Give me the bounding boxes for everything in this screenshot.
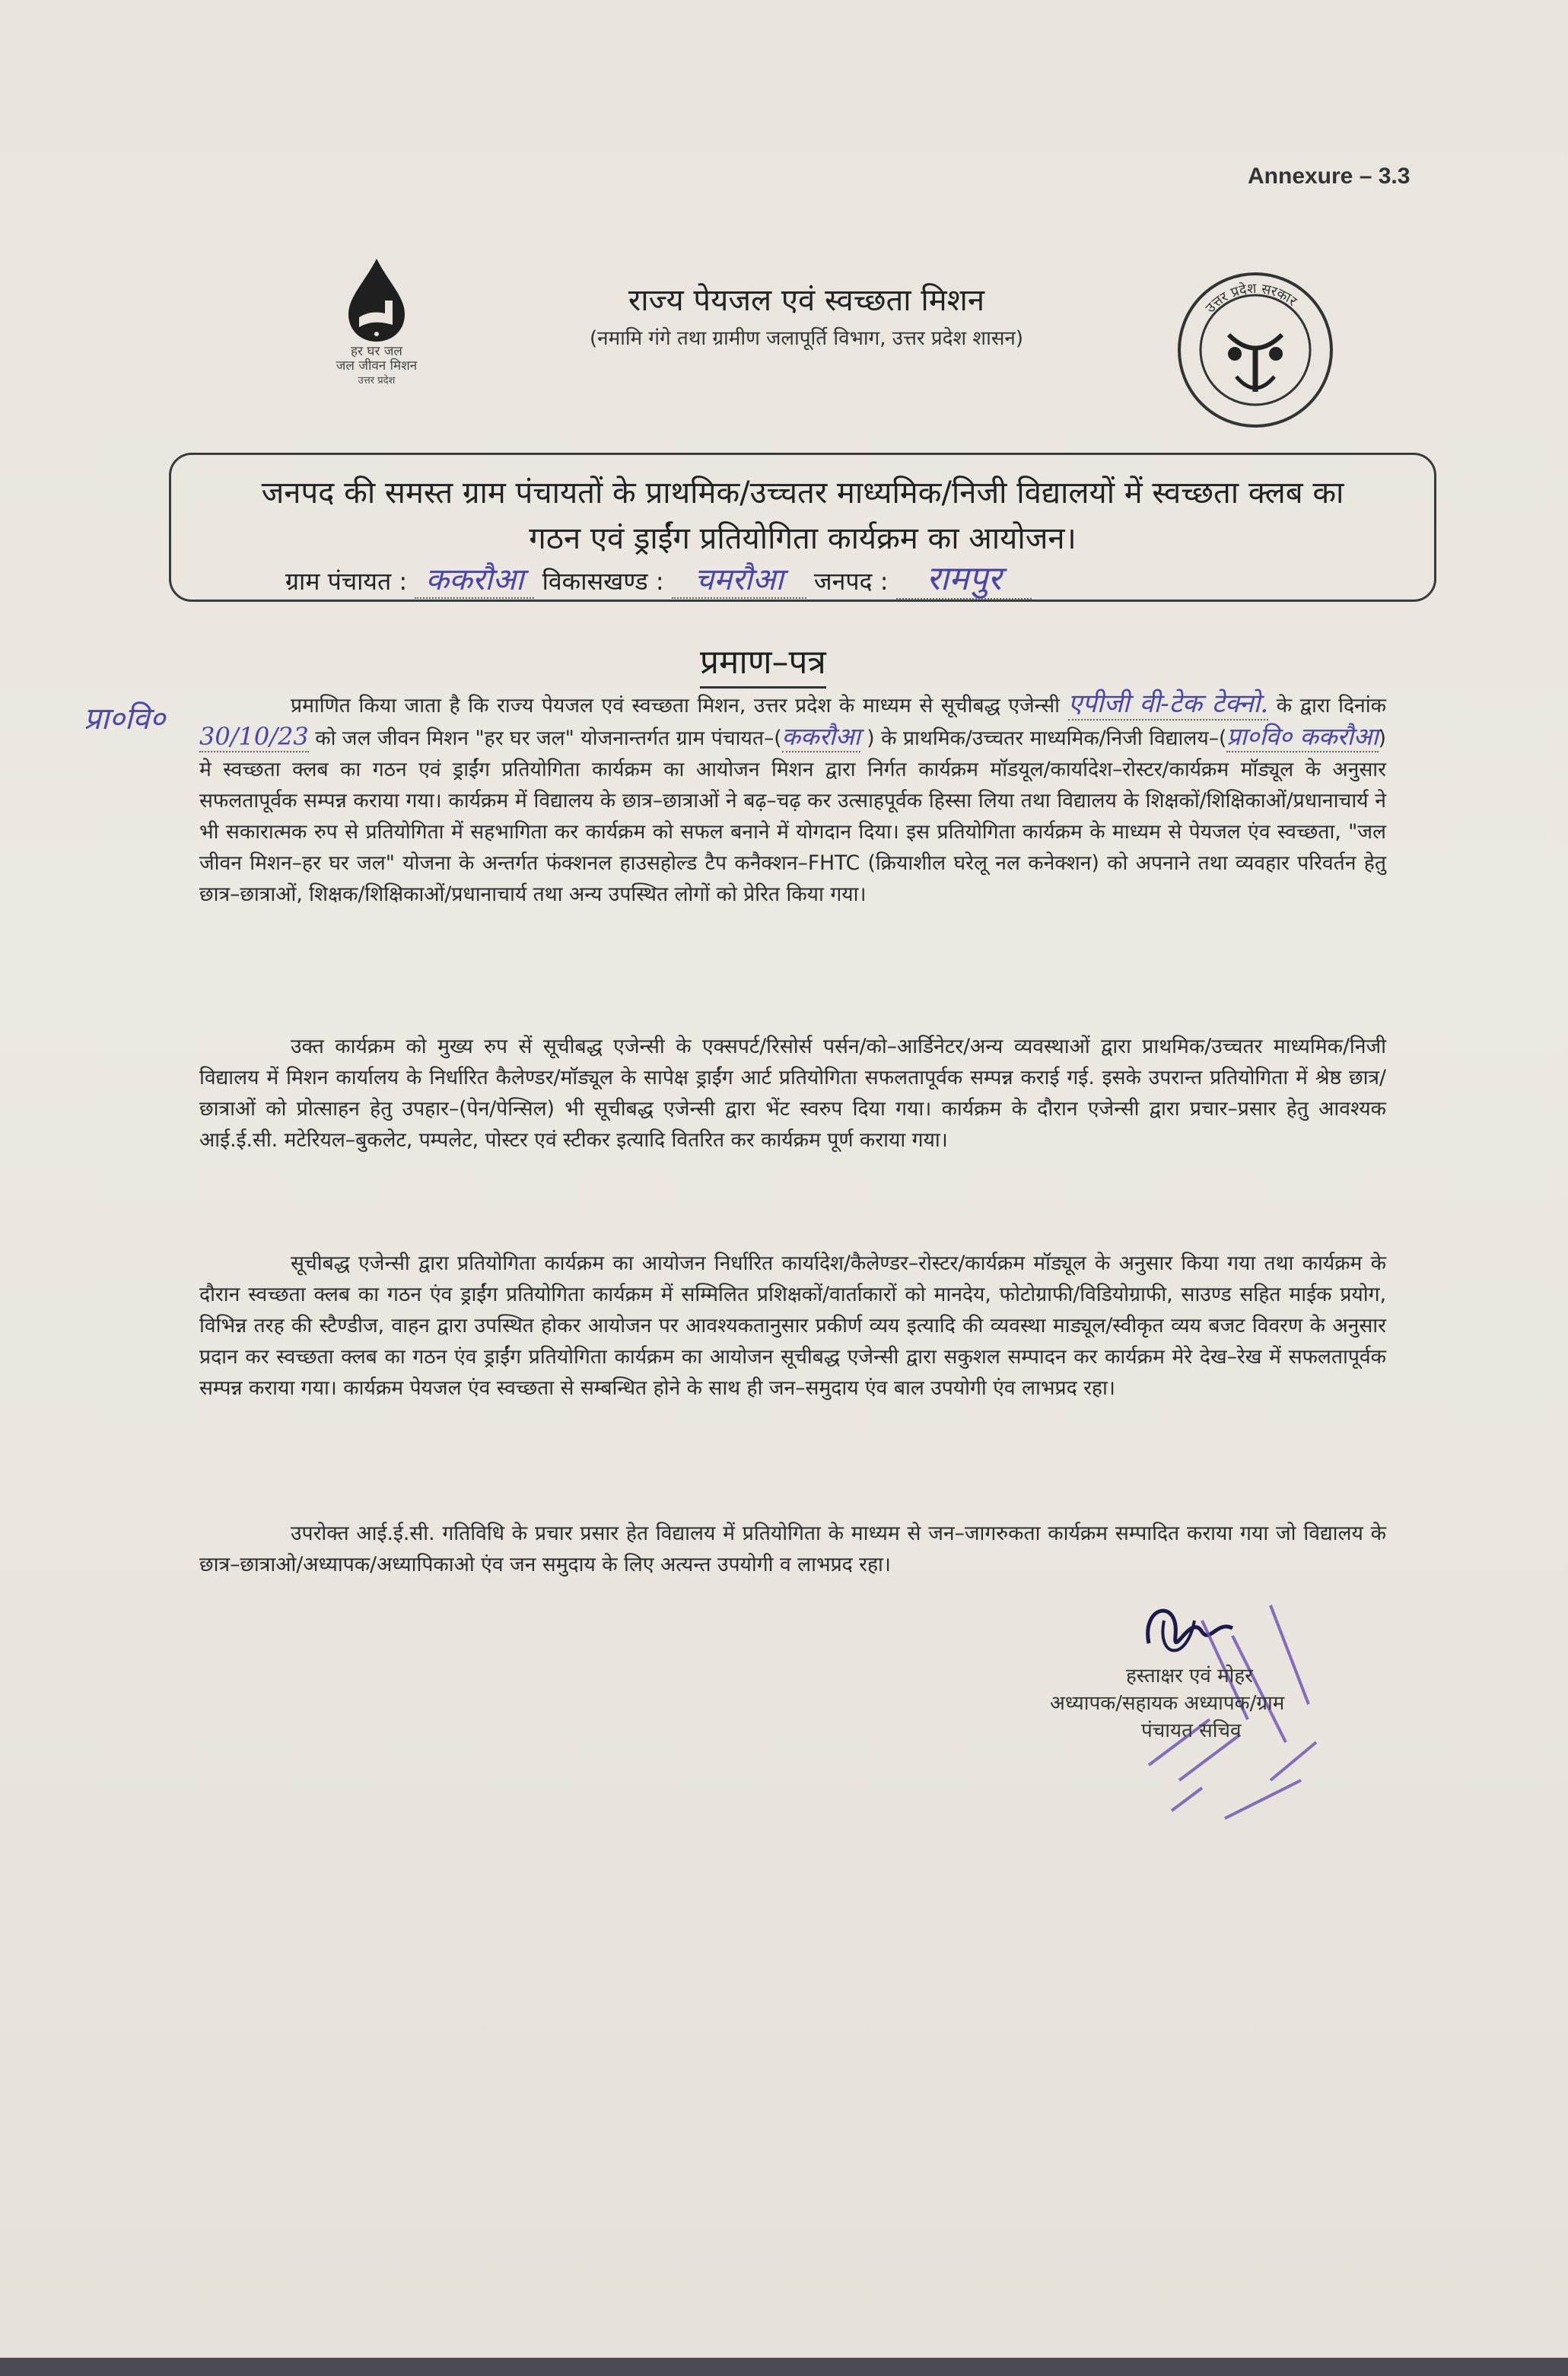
program-date: 30/10/23 — [199, 722, 309, 751]
paragraph-1: प्रमाणित किया जाता है कि राज्य पेयजल एवं स्वच्छता मिशन, उत्तर प्रदेश के माध्यम से सूचीबद्ध एजेन्सी एपीजी वी-टेक टेक्नो. के द्वारा दिनांक 30/10/23 को जल जीवन मिशन "हर घर जल" योजनान्तर्गत ग्राम पंचायत–(ककरौआ ) के प्राथमिक/उच्चतर माध्यमिक/निजी विद्यालय–(प्रा०वि० ककरौआ) मे स्वच्छता क्लब का गठन एवं ड्राईंग प्रतियोगिता कार्यक्रम का आयोजन मिशन द्वारा निर्गत कार्यक्रम मॉडयूल/कार्यादेश–रोस्टर/कार्यक्रम मॉड्यूल के अनुसार सफलतापूर्वक सम्पन्न कराया गया। कार्यक्रम में विद्यालय के छात्र–छात्राओं ने बढ़–चढ़ कर उत्साहपूर्वक हिस्सा लिया तथा विद्यालय के शिक्षकों/शिक्षिकाओं/प्रधानाचार्य ने भी सकारात्मक रुप से प्रतियोगिता में सहभागिता कर कार्यक्रम को सफल बनाने में योगदान दिया। इस प्रतियोगिता कार्यक्रम के माध्यम से पेयजल एंव स्वच्छता, "जल जीवन मिशन–हर घर जल" योजना के अन्तर्गत फंक्शनल हाउसहोल्ड टैप कनैक्शन–FHTC (क्रियाशील घरेलू नल कनेक्शन) को अपनाने तथा व्यवहार परिवर्तन हेतु छात्र–छात्राओं, शिक्षक/शिक्षिकाओं/प्रधानाचार्य तथा अन्य उपस्थित लोगों को प्रेरित किया गया। — [199, 689, 1386, 906]
signature-label: हस्ताक्षर एवं मोहर — [1126, 1665, 1253, 1687]
paragraph-4: उपरोक्त आई.ई.सी. गतिविधि के प्रचार प्रसार हेत विद्यालय में प्रतियोगिता के माध्यम से जन–जागरुकता कार्यक्रम सम्पादित कराया गया जो विद्यालय के छात्र–छात्राओ/अध्यापक/अध्यापिकाओ एंव जन समुदाय के लिए अत्यन्त उपयोगी व लाभप्रद रहा। — [199, 1522, 1386, 1576]
banner-line-2: गठन एवं ड्राईंग प्रतियोगिता कार्यक्रम का आयोजन। — [529, 521, 1077, 556]
gram-panchayat-handwritten: ककरौआ — [781, 722, 860, 751]
water-drop-icon — [320, 255, 434, 345]
location-row — [285, 554, 1032, 600]
annexure-label: Annexure – 3.3 — [1248, 164, 1411, 189]
signatory-designation-2: पंचायत सचिव — [1141, 1719, 1242, 1742]
program-banner — [169, 453, 1436, 602]
logo-caption: हर घर जल जल जीवन मिशन उत्तर प्रदेश — [336, 344, 418, 386]
bottom-edge — [0, 2358, 1568, 2376]
state-emblem-icon — [1175, 270, 1335, 430]
up-government-seal — [1175, 270, 1335, 430]
certificate-title: प्रमाण–पत्र — [700, 638, 826, 689]
agency-name: एपीजी वी-टेक टेक्नो. — [1067, 689, 1269, 719]
jal-jeevan-mission-logo — [320, 255, 434, 407]
banner-line-1: जनपद की समस्त ग्राम पंचायतों के प्राथमिक/उच्चतर माध्यमिक/निजी विद्यालयों में स्वच्छता क्लब का — [261, 476, 1344, 511]
paragraph-3: सूचीबद्ध एजेन्सी द्वारा प्रतियोगिता कार्यक्रम का आयोजन निर्धारित कार्यादेश/कैलेण्डर–रोस्टर/कार्यक्रम मॉड्यूल के अनुसार किया गया तथा कार्यक्रम के दौरान स्वच्छता क्लब का गठन एंव ड्राईंग प्रतियोगिता कार्यक्रम में सम्मिलित प्रशिक्षकों/वार्ताकारों को मानदेय, फोटोग्राफी/विडियोग्राफी, साउण्ड सहित माईक प्रयोग, विभिन्न तरह की स्टैण्डीज, वाहन द्वारा उपस्थित होकर आयोजन पर आवश्यकतानुसार प्रकीर्ण व्यय इत्यादि की व्यवस्था माड्यूल/स्वीकृत व्यय बजट विवरण के अनुसार प्रदान कर स्वच्छता क्लब का गठन एंव ड्राईंग प्रतियोगिता कार्यक्रम का आयोजन सूचीबद्ध एजेन्सी द्वारा सकुशल सम्पादन कर कार्यक्रम मेरे देख–रेख में सफलतापूर्वक सम्पन्न कराया गया। कार्यक्रम पेयजल एंव स्वच्छता से सम्बन्धित होने के साथ ही जन–समुदाय एंव बाल उपयोगी एंव लाभप्रद रहा। — [199, 1252, 1386, 1400]
block-label: विकासखण्ड : — [542, 567, 664, 596]
handwritten-margin-note: प्रा०वि० — [84, 701, 166, 736]
mission-subtitle: (नमामि गंगे तथा ग्रामीण जलापूर्ति विभाग, उत्तर प्रदेश शासन) — [590, 327, 1023, 350]
mission-title: राज्य पेयजल एवं स्वच्छता मिशन — [628, 283, 985, 318]
signatory-designation: अध्यापक/सहायक अध्यापक/ग्राम — [1050, 1692, 1285, 1715]
block-value: चमरौआ — [672, 562, 806, 599]
gram-panchayat-value: ककरौआ — [415, 562, 534, 599]
district-value: रामपुर — [896, 559, 1032, 600]
signature-block — [1050, 1662, 1392, 1745]
paragraph-2: उक्त कार्यक्रम को मुख्य रुप सें सूचीबद्ध एजेन्सी के एक्सपर्ट/रिसोर्स पर्सन/को–आर्डिनेटर/अन्य व्यवस्थाओं द्वारा प्राथमिक/उच्चतर माध्यमिक/निजी विद्यालय में मिशन कार्यालय के निर्धारित कैलेण्डर/मॉड्यूल के सापेक्ष ड्राईंग आर्ट प्रतियोगिता सफलतापूर्वक सम्पन्न कराई गई. इसके उपरान्त प्रतियोगिता में श्रेष्ठ छात्र/छात्राओं को प्रोत्साहन हेतु उपहार–(पेन/पेन्सिल) भी सूचीबद्ध एजेन्सी द्वारा भेंट स्वरुप दिया गया। कार्यक्रम के दौरान एजेन्सी द्वारा प्रचार–प्रसार हेतु आवश्यक आई.ई.सी. मटेरियल–बुकलेट, पम्पलेट, पोस्टर एवं स्टीकर इत्यादि वितरित कर कार्यक्रम पूर्ण कराया गया। — [199, 1035, 1386, 1152]
seal-text: उत्तर प्रदेश सरकार — [1202, 280, 1300, 316]
district-label: जनपद : — [813, 567, 889, 596]
gram-panchayat-label: ग्राम पंचायत : — [285, 567, 408, 596]
school-name: प्रा०वि० ककरौआ — [1226, 722, 1379, 751]
